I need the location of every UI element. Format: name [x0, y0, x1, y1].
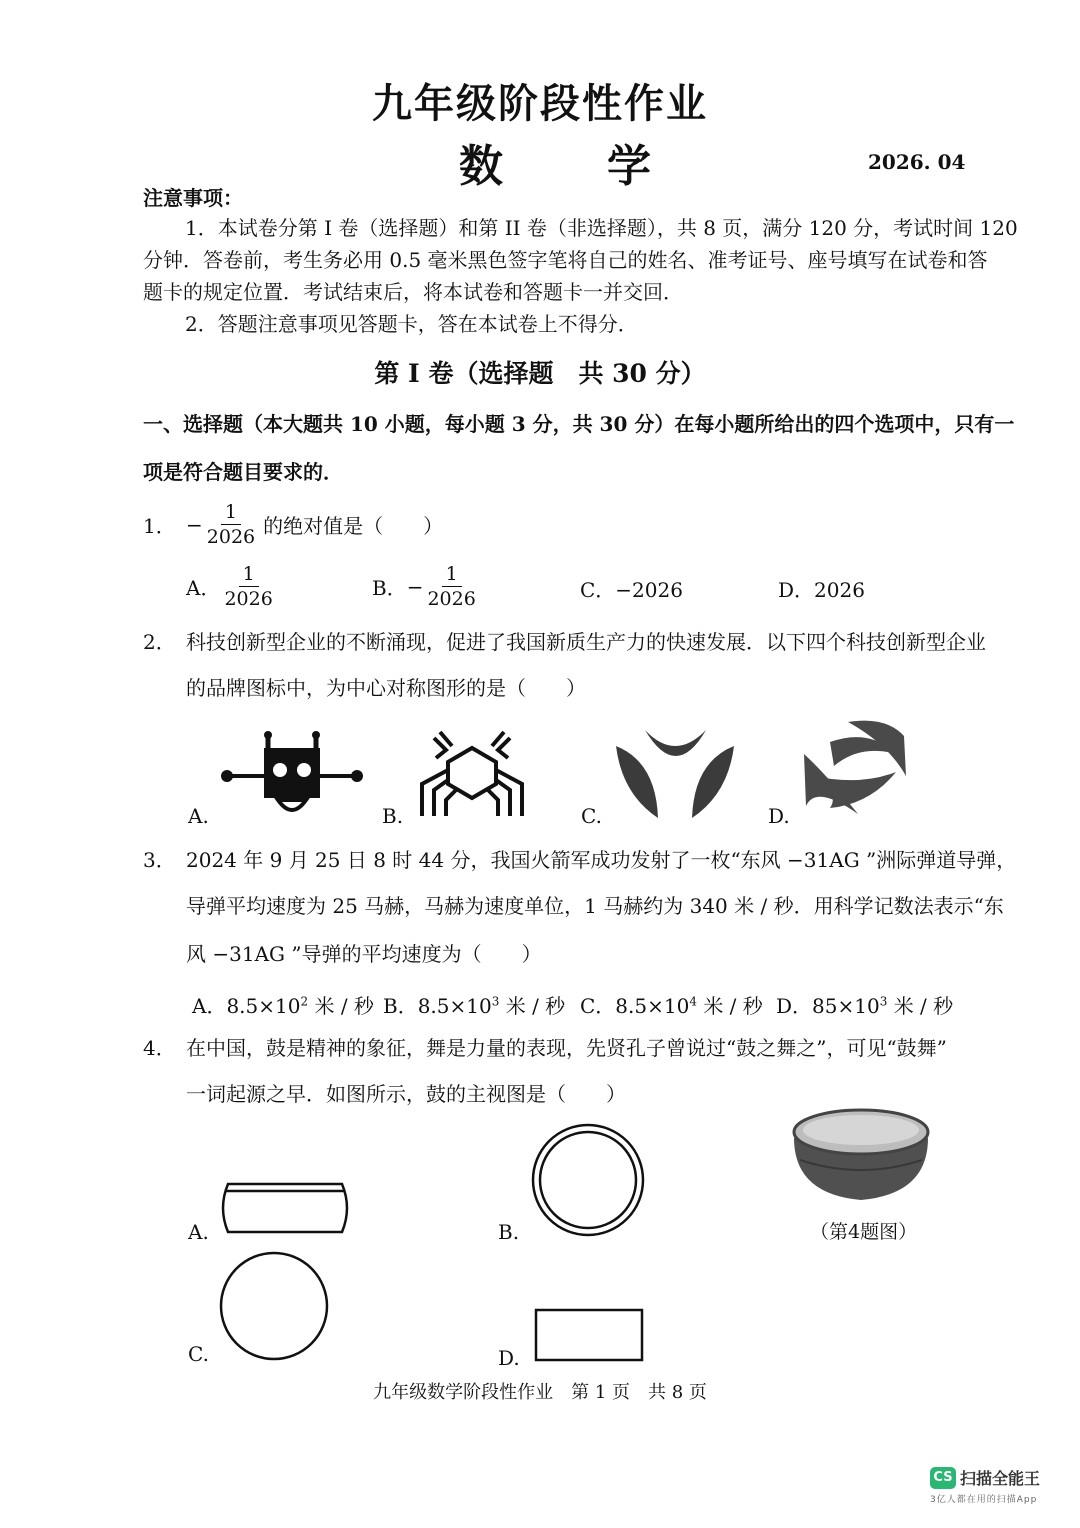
q1-option-b-den: 2026: [427, 588, 476, 610]
concentric-circles-shape: [530, 1122, 646, 1238]
q3-option-b[interactable]: [383, 990, 565, 1019]
q3-option-b-unit: 米 / 秒: [499, 994, 566, 1018]
q1-option-d[interactable]: D．2026: [778, 578, 865, 602]
q3-option-d-base: D．85×10: [776, 994, 880, 1018]
q1-stem: [186, 500, 443, 549]
q1-option-b-minus: −: [406, 574, 424, 599]
crab-logo-icon: [412, 728, 532, 823]
q3-option-d-unit: 米 / 秒: [887, 994, 954, 1018]
drum-side-view-shape: [218, 1180, 352, 1236]
notice-item1-line3: 题卡的规定位置．考试结束后，将本试卷和答题卡一并交回．: [143, 280, 683, 304]
q2-number: 2．: [143, 630, 176, 654]
q3-line3: 风 −31AG ”导弹的平均速度为（ ）: [186, 942, 542, 966]
q1-minus: −: [186, 512, 203, 537]
q4-number: 4．: [143, 1036, 176, 1060]
q2-option-b-label[interactable]: B.: [382, 804, 404, 828]
notice-item2: 2．答题注意事项见答题卡，答在本试卷上不得分．: [185, 312, 638, 336]
q1-option-b-label: B．: [372, 576, 407, 600]
drum-photo-illustration: [788, 1102, 934, 1206]
q2-line1: 科技创新型企业的不断涌现，促进了我国新质生产力的快速发展．以下四个科技创新型企业: [186, 630, 986, 654]
q3-option-a-exp: 2: [300, 994, 309, 1009]
q3-option-d[interactable]: [776, 990, 953, 1019]
subject-title: 数 学: [459, 141, 681, 192]
q1-option-c[interactable]: C．−2026: [580, 578, 683, 602]
q3-line1: 2024 年 9 月 25 日 8 时 44 分，我国火箭军成功发射了一枚“东风 −31AG ”洲际弹道导弹，: [186, 848, 1017, 872]
robot-logo-icon: [220, 728, 365, 823]
q1-option-a-num: 1: [239, 562, 259, 587]
q2-line2: 的品牌图标中，为中心对称图形的是（ ）: [186, 676, 586, 700]
paper-title: 九年级阶段性作业: [372, 80, 708, 127]
q1-option-a[interactable]: [186, 562, 277, 611]
q1-stem-text: 的绝对值是（ ）: [263, 514, 444, 538]
q2-option-d-label[interactable]: D.: [768, 804, 790, 828]
q1-option-b-num: 1: [442, 562, 462, 587]
q3-option-b-base: B．8.5×10: [383, 994, 492, 1018]
q1-fraction: [203, 500, 259, 549]
q1-option-b-fraction: [423, 562, 479, 611]
q3-option-a-base: A．8.5×10: [192, 994, 301, 1018]
q1-frac-den: 2026: [206, 526, 256, 548]
q1-option-a-fraction: [220, 562, 276, 611]
notice-heading: 注意事项：: [143, 186, 243, 210]
q1-option-b[interactable]: [372, 562, 480, 611]
q3-option-a-unit: 米 / 秒: [308, 994, 374, 1018]
q1-option-a-den: 2026: [224, 588, 273, 610]
q4-option-d-label[interactable]: D.: [498, 1346, 520, 1370]
scanner-watermark: [930, 1466, 1040, 1505]
notice-item1-line2: 分钟．答卷前，考生务必用 0.5 毫米黑色签字笔将自己的姓名、准考证号、座号填写在试卷和答: [143, 248, 988, 272]
page-footer: 九年级数学阶段性作业 第 1 页 共 8 页: [373, 1382, 707, 1403]
q3-option-c-base: C．8.5×10: [580, 994, 690, 1018]
q3-option-b-exp: 3: [491, 994, 500, 1009]
part1-title: 第 I 卷（选择题 共 30 分）: [374, 359, 706, 388]
q3-option-d-exp: 3: [879, 994, 888, 1009]
rectangle-shape: [534, 1308, 644, 1362]
notice-item1-line1: 1．本试卷分第 I 卷（选择题）和第 II 卷（非选择题），共 8 页，满分 120 分，考试时间 120: [185, 216, 1018, 240]
q3-line2: 导弹平均速度为 25 马赫，马赫为速度单位，1 马赫约为 340 米 / 秒．用科学记数法表示“东: [186, 894, 1004, 918]
q3-option-c-exp: 4: [689, 994, 697, 1009]
q3-option-c[interactable]: [580, 990, 763, 1019]
q4-option-c-label[interactable]: C.: [188, 1342, 209, 1366]
section-instruction-line2: 项是符合题目要求的．: [143, 460, 343, 484]
q2-option-c-label[interactable]: C.: [581, 804, 602, 828]
q3-option-c-unit: 米 / 秒: [696, 994, 763, 1018]
exam-date: 2026. 04: [868, 150, 966, 174]
q4-line2: 一词起源之早．如图所示，鼓的主视图是（ ）: [186, 1082, 626, 1106]
section-instruction-line1: 一、选择题（本大题共 10 小题，每小题 3 分，共 30 分）在每小题所给出的四个选项中，只有一: [143, 412, 1015, 436]
q4-option-a-label[interactable]: A.: [188, 1220, 209, 1244]
watermark-tagline: 3亿人都在用的扫描App: [930, 1495, 1038, 1505]
q4-figure-caption: （第4题图）: [810, 1221, 918, 1243]
three-arcs-logo-icon: [610, 722, 740, 822]
q4-line1: 在中国，鼓是精神的象征，舞是力量的表现，先贤孔子曾说过“鼓之舞之”，可见“鼓舞”: [186, 1036, 947, 1060]
q1-option-a-label: A．: [186, 576, 221, 600]
swirl-logo-icon: [800, 714, 910, 822]
camscanner-logo-icon: CS: [930, 1467, 956, 1489]
q3-number: 3．: [143, 848, 176, 872]
q2-option-a-label[interactable]: A.: [188, 804, 209, 828]
q1-frac-num: 1: [221, 500, 241, 525]
q3-option-a[interactable]: [192, 990, 374, 1019]
watermark-name: 扫描全能王: [960, 1469, 1041, 1488]
q4-option-b-label[interactable]: B.: [498, 1220, 520, 1244]
single-circle-shape: [218, 1250, 330, 1362]
q1-number: 1．: [143, 514, 176, 538]
